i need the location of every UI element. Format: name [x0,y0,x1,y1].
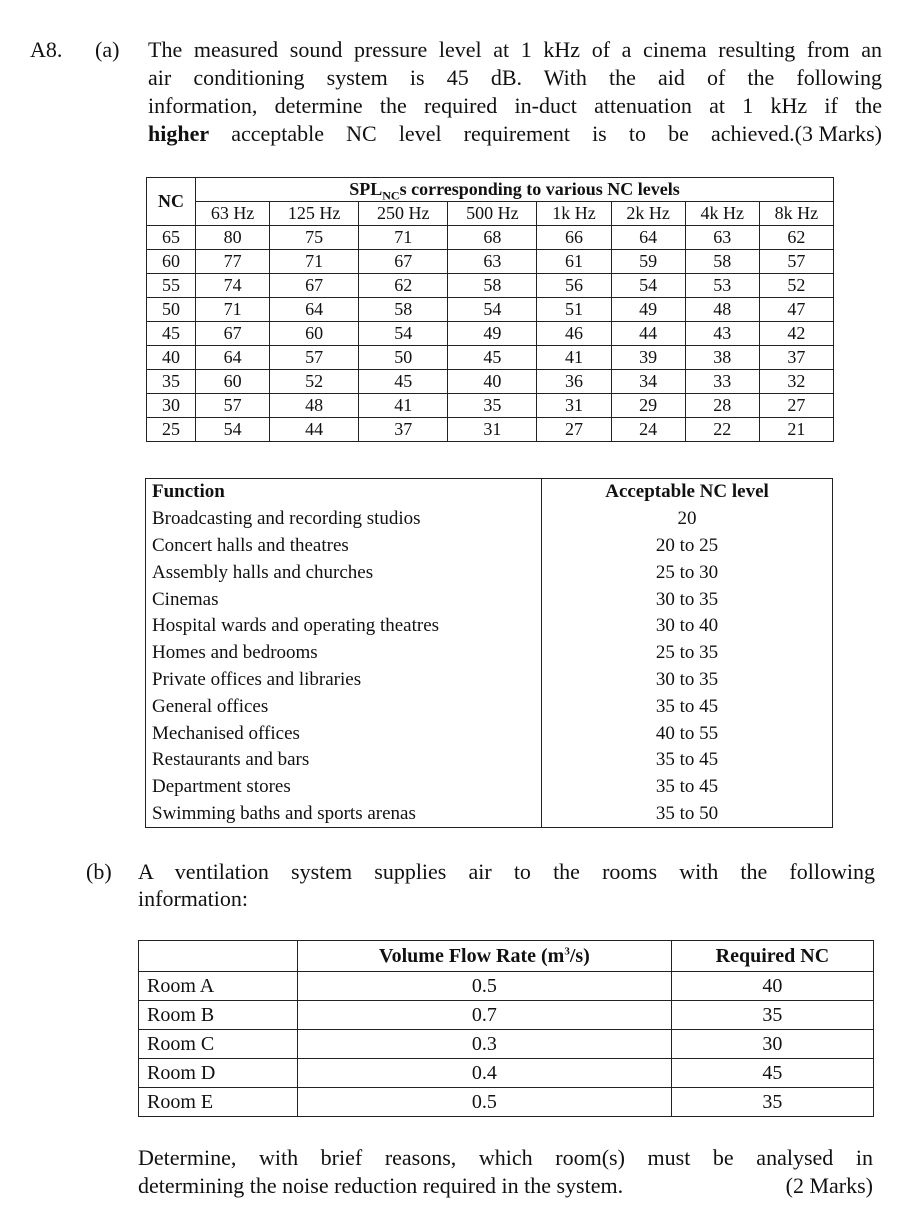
spl-value-cell: 42 [759,322,833,346]
spl-value-cell: 58 [448,274,537,298]
spl-value-cell: 39 [611,346,685,370]
nc-row [147,274,834,298]
spl-value-cell: 45 [448,346,537,370]
spl-value-cell: 62 [359,274,448,298]
spl-value-cell: 58 [359,298,448,322]
spl-value-cell: 24 [611,418,685,442]
nc-table-body [147,226,834,442]
nc-row [147,394,834,418]
spl-value-cell: 29 [611,394,685,418]
spl-value-cell: 63 [448,250,537,274]
spl-value-cell: 58 [685,250,759,274]
part-a-line-4-rest: acceptable NC level requirement is to be achieved. [209,121,795,146]
acceptable-nc-cell: 35 to 45 [542,747,833,774]
function-header: Function [146,479,542,506]
part-b-question-line-2 [138,1172,873,1200]
room-row [139,1001,874,1030]
spl-value-cell: 63 [685,226,759,250]
flow-rate-cell: 0.3 [298,1030,672,1059]
spl-value-cell: 54 [611,274,685,298]
spl-value-cell: 22 [685,418,759,442]
spl-value-cell: 74 [196,274,270,298]
spl-value-cell: 44 [270,418,359,442]
spl-value-cell: 37 [359,418,448,442]
acceptable-nc-cell: 25 to 30 [542,559,833,586]
room-name-cell: Room C [139,1030,298,1059]
frequency-header: 250 Hz [359,202,448,226]
spl-value-cell: 44 [611,322,685,346]
spl-value-cell: 51 [537,298,611,322]
function-cell: Cinemas [146,586,542,613]
function-row [146,747,833,774]
spl-value-cell: 60 [270,322,359,346]
flow-header-sup: 3 [564,945,570,958]
room-row [139,1059,874,1088]
spl-value-cell: 47 [759,298,833,322]
spl-value-cell: 64 [270,298,359,322]
part-b-line-1: A ventilation system supplies air to the rooms with the following [138,859,875,884]
acceptable-nc-header: Acceptable NC level [542,479,833,506]
caption-subscript: NC [382,188,400,203]
spl-value-cell: 71 [196,298,270,322]
spl-value-cell: 75 [270,226,359,250]
part-b-question [138,1144,873,1200]
acceptable-nc-cell: 30 to 40 [542,613,833,640]
nc-level-cell: 35 [147,370,196,394]
caption-rest: s corresponding to various NC levels [399,179,680,199]
frequency-header: 2k Hz [611,202,685,226]
acceptable-nc-cell: 20 to 25 [542,533,833,560]
spl-value-cell: 28 [685,394,759,418]
function-cell: Restaurants and bars [146,747,542,774]
nc-row [147,226,834,250]
nc-row [147,346,834,370]
function-cell: Concert halls and theatres [146,533,542,560]
function-cell: Mechanised offices [146,720,542,747]
room-row [139,1030,874,1059]
rooms-table [138,940,874,1117]
spl-value-cell: 54 [448,298,537,322]
required-nc-header: Required NC [671,941,873,972]
spl-value-cell: 45 [359,370,448,394]
part-a-line-1: The measured sound pressure level at 1 kHz of a cinema resulting from an [148,37,882,62]
spl-value-cell: 67 [359,250,448,274]
flow-rate-cell: 0.5 [298,1088,672,1117]
spl-value-cell: 64 [196,346,270,370]
nc-level-cell: 65 [147,226,196,250]
part-a-line-3: information, determine the required in-duct attenuation at 1 kHz if the [148,93,882,118]
part-b-line-2: information: [138,886,248,911]
spl-value-cell: 33 [685,370,759,394]
required-nc-cell: 35 [671,1001,873,1030]
spl-value-cell: 43 [685,322,759,346]
room-column-header [139,941,298,972]
acceptable-nc-cell: 30 to 35 [542,586,833,613]
nc-row [147,322,834,346]
room-name-cell: Room A [139,972,298,1001]
nc-level-cell: 45 [147,322,196,346]
frequency-header: 63 Hz [196,202,270,226]
function-row [146,720,833,747]
spl-value-cell: 60 [196,370,270,394]
spl-value-cell: 68 [448,226,537,250]
nc-level-cell: 25 [147,418,196,442]
flow-rate-cell: 0.7 [298,1001,672,1030]
part-a-label: (a) [95,37,120,62]
function-row [146,506,833,533]
spl-value-cell: 40 [448,370,537,394]
spl-value-cell: 41 [359,394,448,418]
frequency-header: 8k Hz [759,202,833,226]
function-table-body [146,506,833,828]
spl-value-cell: 31 [448,418,537,442]
room-row [139,972,874,1001]
function-row [146,559,833,586]
spl-value-cell: 27 [759,394,833,418]
spl-value-cell: 52 [270,370,359,394]
function-row [146,801,833,828]
caption-spl: SPL [349,179,383,199]
flow-rate-header [298,941,672,972]
function-cell: General offices [146,693,542,720]
nc-level-cell: 30 [147,394,196,418]
part-b-text [138,858,875,912]
room-name-cell: Room E [139,1088,298,1117]
part-a-line-2: air conditioning system is 45 dB. With the aid of the following [148,65,882,90]
acceptable-nc-cell: 25 to 35 [542,640,833,667]
function-cell: Private offices and libraries [146,667,542,694]
nc-level-cell: 55 [147,274,196,298]
required-nc-cell: 40 [671,972,873,1001]
spl-value-cell: 80 [196,226,270,250]
flow-rate-cell: 0.4 [298,1059,672,1088]
nc-level-cell: 60 [147,250,196,274]
nc-level-cell: 50 [147,298,196,322]
spl-value-cell: 67 [196,322,270,346]
flow-rate-cell: 0.5 [298,972,672,1001]
frequency-header: 125 Hz [270,202,359,226]
part-b-question-line-1: Determine, with brief reasons, which room(s) must be analysed in [138,1145,873,1170]
spl-value-cell: 48 [270,394,359,418]
spl-value-cell: 37 [759,346,833,370]
acceptable-nc-cell: 35 to 45 [542,774,833,801]
function-row [146,667,833,694]
function-row [146,640,833,667]
flow-header-unit: /s) [569,945,590,967]
spl-value-cell: 32 [759,370,833,394]
nc-row [147,370,834,394]
required-nc-cell: 35 [671,1088,873,1117]
spl-value-cell: 57 [759,250,833,274]
function-cell: Hospital wards and operating theatres [146,613,542,640]
spl-value-cell: 64 [611,226,685,250]
function-cell: Assembly halls and churches [146,559,542,586]
spl-value-cell: 57 [270,346,359,370]
acceptable-nc-cell: 20 [542,506,833,533]
spl-value-cell: 46 [537,322,611,346]
room-name-cell: Room D [139,1059,298,1088]
function-row [146,613,833,640]
part-a-text [148,36,882,148]
frequency-header: 500 Hz [448,202,537,226]
spl-value-cell: 61 [537,250,611,274]
spl-value-cell: 56 [537,274,611,298]
function-cell: Homes and bedrooms [146,640,542,667]
nc-row [147,418,834,442]
function-cell: Swimming baths and sports arenas [146,801,542,828]
nc-row [147,298,834,322]
function-row [146,533,833,560]
rooms-table-body [139,972,874,1117]
spl-value-cell: 67 [270,274,359,298]
spl-value-cell: 31 [537,394,611,418]
spl-value-cell: 34 [611,370,685,394]
spl-value-cell: 27 [537,418,611,442]
nc-row [147,250,834,274]
spl-value-cell: 50 [359,346,448,370]
spl-value-cell: 59 [611,250,685,274]
spl-value-cell: 53 [685,274,759,298]
frequency-header: 4k Hz [685,202,759,226]
frequency-header: 1k Hz [537,202,611,226]
acceptable-nc-cell: 30 to 35 [542,667,833,694]
spl-value-cell: 49 [448,322,537,346]
spl-value-cell: 21 [759,418,833,442]
function-row [146,586,833,613]
spl-value-cell: 52 [759,274,833,298]
nc-column-header: NC [147,178,196,226]
function-cell: Broadcasting and recording studios [146,506,542,533]
spl-value-cell: 71 [270,250,359,274]
spl-value-cell: 54 [359,322,448,346]
room-name-cell: Room B [139,1001,298,1030]
nc-spl-table [146,177,834,442]
part-a-marks: (3 Marks) [794,121,882,146]
part-a-line-4 [148,120,882,148]
spl-value-cell: 36 [537,370,611,394]
function-row [146,693,833,720]
spl-value-cell: 49 [611,298,685,322]
spl-value-cell: 48 [685,298,759,322]
function-row [146,774,833,801]
required-nc-cell: 30 [671,1030,873,1059]
nc-table-caption [196,178,834,202]
acceptable-nc-cell: 40 to 55 [542,720,833,747]
flow-header-text: Volume Flow Rate (m [379,945,565,967]
spl-value-cell: 54 [196,418,270,442]
part-b-marks: (2 Marks) [785,1173,873,1198]
part-b-label: (b) [86,859,112,884]
nc-level-cell: 40 [147,346,196,370]
question-number: A8. [30,37,63,62]
frequency-header-row [147,202,834,226]
acceptable-nc-cell: 35 to 50 [542,801,833,828]
spl-value-cell: 35 [448,394,537,418]
acceptable-nc-cell: 35 to 45 [542,693,833,720]
spl-value-cell: 57 [196,394,270,418]
spl-value-cell: 77 [196,250,270,274]
room-row [139,1088,874,1117]
required-nc-cell: 45 [671,1059,873,1088]
function-cell: Department stores [146,774,542,801]
spl-value-cell: 62 [759,226,833,250]
part-b-question-line-2-text: determining the noise reduction required in the system. [138,1173,624,1198]
spl-value-cell: 66 [537,226,611,250]
function-nc-table [145,478,833,828]
spl-value-cell: 41 [537,346,611,370]
part-a-emphasis: higher [148,121,210,146]
spl-value-cell: 71 [359,226,448,250]
spl-value-cell: 38 [685,346,759,370]
